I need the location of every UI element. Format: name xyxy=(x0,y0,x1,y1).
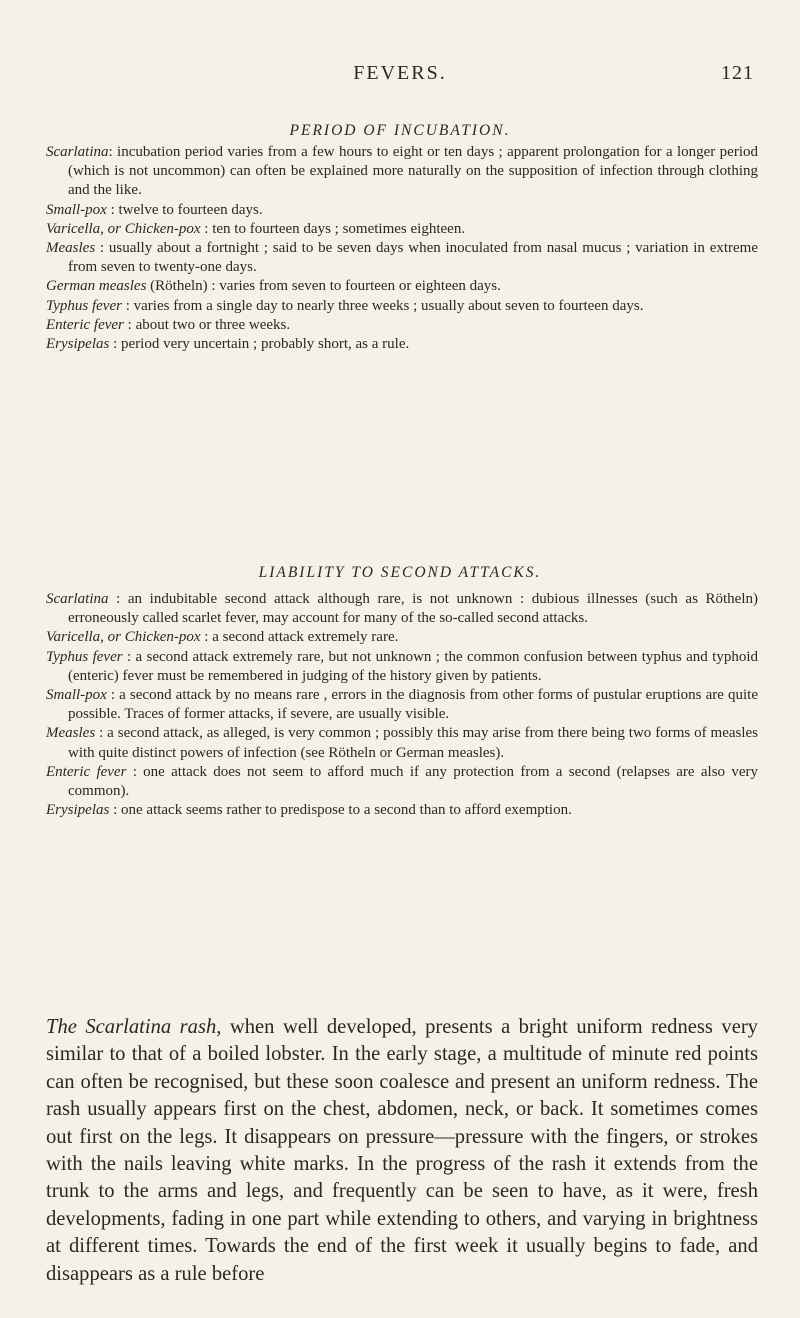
entry-term: Scarlatina xyxy=(46,591,109,607)
entry-text: usually about a fortnight ; said to be seven days when inoculated from nasal mucus ; variation in extreme from seven to twenty-one days. xyxy=(68,240,759,276)
entry-text: a second attack extremely rare. xyxy=(208,629,399,646)
entry-text: a second attack by no means rare , errors in the diagnosis from other forms of pustular eruptions are quite possible. Traces of former attacks, if severe, are usually visible. xyxy=(68,687,758,723)
list-item xyxy=(46,648,758,686)
entry-text: varies from a single day to nearly three weeks ; usually about seven to fourteen days. xyxy=(129,297,644,314)
entry-separator: : xyxy=(123,316,132,333)
entry-term: Enteric fever xyxy=(46,763,127,780)
entry-text: (Rötheln) : varies from seven to fourteen or eighteen days. xyxy=(146,278,501,295)
list-item xyxy=(46,239,758,277)
entry-text: one attack seems rather to predispose to a second than to afford exemption. xyxy=(117,802,572,819)
list-item xyxy=(46,201,758,220)
list-item xyxy=(46,143,758,201)
entry-term: Varicella, or Chicken-pox xyxy=(46,220,201,237)
entry-term: Small-pox xyxy=(46,687,107,704)
list-item xyxy=(46,801,758,820)
entry-term: Typhus fever xyxy=(46,648,123,665)
list-item xyxy=(46,335,758,354)
entry-text: about two or three weeks. xyxy=(131,316,291,333)
entry-text: a second attack, as alleged, is very common ; possibly this may arise from there being two forms of measles with quite distinct powers of infection (see Rötheln or German measles). xyxy=(68,725,759,761)
entry-text: period very uncertain ; probably short, as a rule. xyxy=(117,336,410,353)
list-item xyxy=(46,220,758,239)
running-head xyxy=(0,62,800,92)
entry-term: Small-pox xyxy=(46,201,107,218)
entry-separator: : xyxy=(108,591,121,607)
list-item xyxy=(46,763,758,801)
list-item xyxy=(46,724,758,762)
entry-term: Erysipelas xyxy=(46,336,110,353)
entry-separator: : xyxy=(200,629,209,646)
entry-text: a second attack extremely rare, but not unknown ; the common confusion between typhus and typhoid (enteric) fever must be remembered in judging of the history given by patients. xyxy=(68,648,758,684)
entry-text: one attack does not seem to afford much if any protection from a second (relapses are also very common). xyxy=(68,763,758,800)
scarlatina-rash-paragraph xyxy=(46,1014,758,1288)
entry-term: Typhus fever xyxy=(46,297,122,314)
list-item xyxy=(46,316,758,335)
running-title: FEVERS. xyxy=(353,62,447,84)
page-number: 121 xyxy=(721,62,754,84)
entry-separator: : xyxy=(106,687,116,704)
entry-term: Measles xyxy=(46,240,96,257)
entry-separator: : xyxy=(126,763,137,780)
entry-term: Measles xyxy=(46,725,96,742)
entry-text: ten to fourteen days ; sometimes eighteen. xyxy=(208,220,466,237)
entry-separator: : xyxy=(122,648,132,665)
entry-term: Varicella, or Chicken-pox xyxy=(46,629,201,646)
entry-term: German measles xyxy=(46,278,147,295)
entry-text: an indubitable second attack although rare, is not unknown : dubious illnesses (such as Rötheln) erroneously called scarlet fever, may account for many of the so-called second attacks. xyxy=(68,591,759,627)
paragraph-text: when well developed, presents a bright uniform redness very similar to that of a boiled lobster. In the early stage, a multitude of minute red points can often be recognised, but these soon coalesce and present an uniform redness. The rash usually appears first on the chest, abdomen, neck, or back. It sometimes comes out first on the legs. It disappears on pressure—pressure with the fingers, or strokes with the nails leaving white marks. In the progress of the rash it extends from the trunk to the arms and legs, and frequently can be seen to have, as it were, fresh developments, fading in one part while extending to others, and varying in brightness at different times. Towards the end of the first week it usually begins to fade, and disappears as a rule before xyxy=(46,1016,758,1285)
list-item xyxy=(46,277,758,296)
second-attacks-heading: LIABILITY TO SECOND ATTACKS. xyxy=(258,564,542,581)
entry-term: Scarlatina xyxy=(46,144,109,160)
entry-separator: : xyxy=(121,297,130,314)
entry-separator: : xyxy=(109,802,118,819)
list-item xyxy=(46,628,758,647)
entry-separator: : xyxy=(106,201,115,218)
paragraph-lead: The Scarlatina rash, xyxy=(46,1016,222,1038)
list-item xyxy=(46,686,758,724)
entry-text: twelve to fourteen days. xyxy=(114,201,263,218)
list-item xyxy=(46,297,758,316)
entry-separator: : xyxy=(108,144,113,160)
entry-separator: : xyxy=(95,240,105,257)
entry-separator: : xyxy=(109,336,118,353)
entry-separator: : xyxy=(200,220,209,237)
second-attacks-list xyxy=(46,590,758,820)
entry-text: incubation period varies from a few hours to eight or ten days ; apparent prolongation for a longer period (which is not uncommon) can often be explained more naturally on the supposition of infection through clothing and the like. xyxy=(68,144,758,199)
incubation-list xyxy=(46,143,758,354)
list-item xyxy=(46,590,758,628)
entry-term: Enteric fever xyxy=(46,316,124,333)
incubation-heading: PERIOD OF INCUBATION. xyxy=(289,122,511,139)
entry-term: Erysipelas xyxy=(46,802,110,819)
entry-separator: : xyxy=(95,725,104,742)
